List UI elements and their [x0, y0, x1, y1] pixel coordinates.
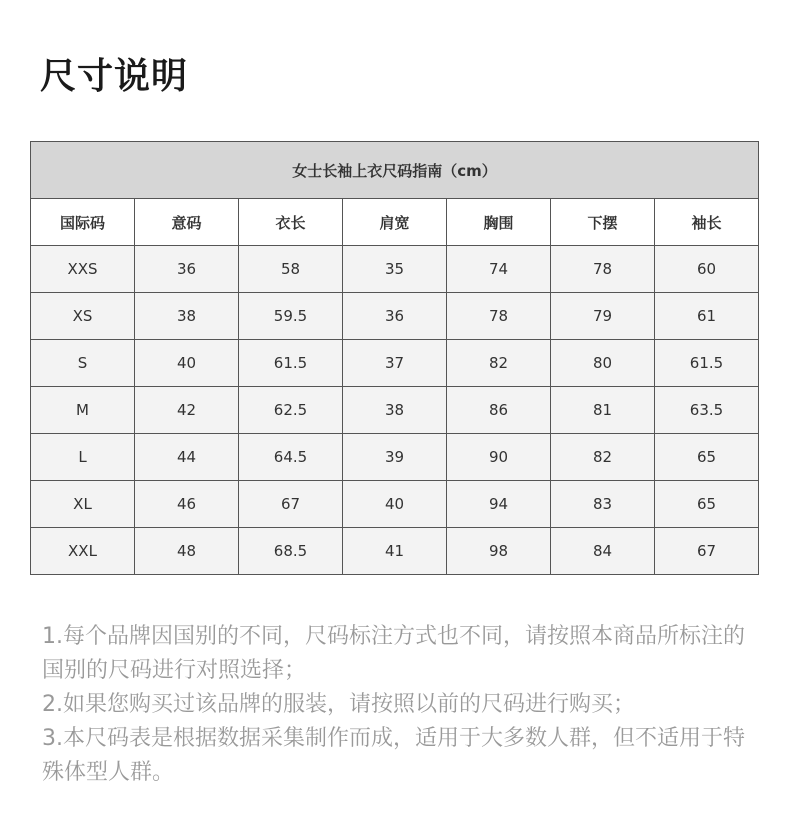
- table-cell: 42: [135, 387, 239, 434]
- table-cell: 40: [343, 481, 447, 528]
- table-cell: M: [31, 387, 135, 434]
- note-2: 2.如果您购买过该品牌的服装，请按照以前的尺码进行购买；: [42, 692, 635, 717]
- table-cell: 46: [135, 481, 239, 528]
- table-cell: 86: [447, 387, 551, 434]
- table-row: [31, 293, 759, 340]
- table-cell: 82: [551, 434, 655, 481]
- table-header-row: [31, 199, 759, 246]
- table-cell: XXL: [31, 528, 135, 575]
- table-cell: 35: [343, 246, 447, 293]
- table-cell: 80: [551, 340, 655, 387]
- table-row: [31, 387, 759, 434]
- table-row: [31, 528, 759, 575]
- table-cell: 59.5: [239, 293, 343, 340]
- table-cell: 90: [447, 434, 551, 481]
- table-row: [31, 481, 759, 528]
- table-row: [31, 340, 759, 387]
- table-cell: 58: [239, 246, 343, 293]
- table-cell: 78: [447, 293, 551, 340]
- table-cell: 62.5: [239, 387, 343, 434]
- table-cell: 61.5: [239, 340, 343, 387]
- table-cell: 61.5: [655, 340, 759, 387]
- size-chart-table: [30, 141, 759, 575]
- table-cell: 38: [135, 293, 239, 340]
- table-caption: 女士长袖上衣尺码指南（cm）: [31, 142, 759, 199]
- table-cell: 44: [135, 434, 239, 481]
- table-cell: 39: [343, 434, 447, 481]
- table-cell: 82: [447, 340, 551, 387]
- header-shoulder: 肩宽: [343, 199, 447, 246]
- table-cell: S: [31, 340, 135, 387]
- table-cell: 38: [343, 387, 447, 434]
- header-intl-size: 国际码: [31, 199, 135, 246]
- note-3: 3.本尺码表是根据数据采集制作而成，适用于大多数人群，但不适用于特殊体型人群。: [42, 726, 745, 785]
- table-cell: 61: [655, 293, 759, 340]
- table-cell: 37: [343, 340, 447, 387]
- page-title: 尺寸说明: [40, 56, 189, 97]
- table-caption-row: [31, 142, 759, 199]
- table-cell: XL: [31, 481, 135, 528]
- size-notes: [42, 620, 757, 790]
- table-cell: 74: [447, 246, 551, 293]
- table-cell: 41: [343, 528, 447, 575]
- table-cell: 81: [551, 387, 655, 434]
- header-it-size: 意码: [135, 199, 239, 246]
- table-cell: 98: [447, 528, 551, 575]
- table-cell: 67: [655, 528, 759, 575]
- table-cell: 65: [655, 434, 759, 481]
- table-cell: 60: [655, 246, 759, 293]
- header-length: 衣长: [239, 199, 343, 246]
- table-cell: 78: [551, 246, 655, 293]
- table-cell: 68.5: [239, 528, 343, 575]
- table-cell: 64.5: [239, 434, 343, 481]
- table-cell: L: [31, 434, 135, 481]
- table-cell: 83: [551, 481, 655, 528]
- table-cell: XXS: [31, 246, 135, 293]
- table-cell: XS: [31, 293, 135, 340]
- table-row: [31, 434, 759, 481]
- table-cell: 84: [551, 528, 655, 575]
- table-cell: 67: [239, 481, 343, 528]
- table-cell: 94: [447, 481, 551, 528]
- table-cell: 40: [135, 340, 239, 387]
- table-cell: 63.5: [655, 387, 759, 434]
- header-chest: 胸围: [447, 199, 551, 246]
- header-sleeve: 袖长: [655, 199, 759, 246]
- note-1: 1.每个品牌因国别的不同，尺码标注方式也不同，请按照本商品所标注的国别的尺码进行对照选择；: [42, 624, 745, 683]
- table-cell: 36: [343, 293, 447, 340]
- table-cell: 79: [551, 293, 655, 340]
- table-cell: 36: [135, 246, 239, 293]
- header-hem: 下摆: [551, 199, 655, 246]
- table-cell: 48: [135, 528, 239, 575]
- table-row: [31, 246, 759, 293]
- table-cell: 65: [655, 481, 759, 528]
